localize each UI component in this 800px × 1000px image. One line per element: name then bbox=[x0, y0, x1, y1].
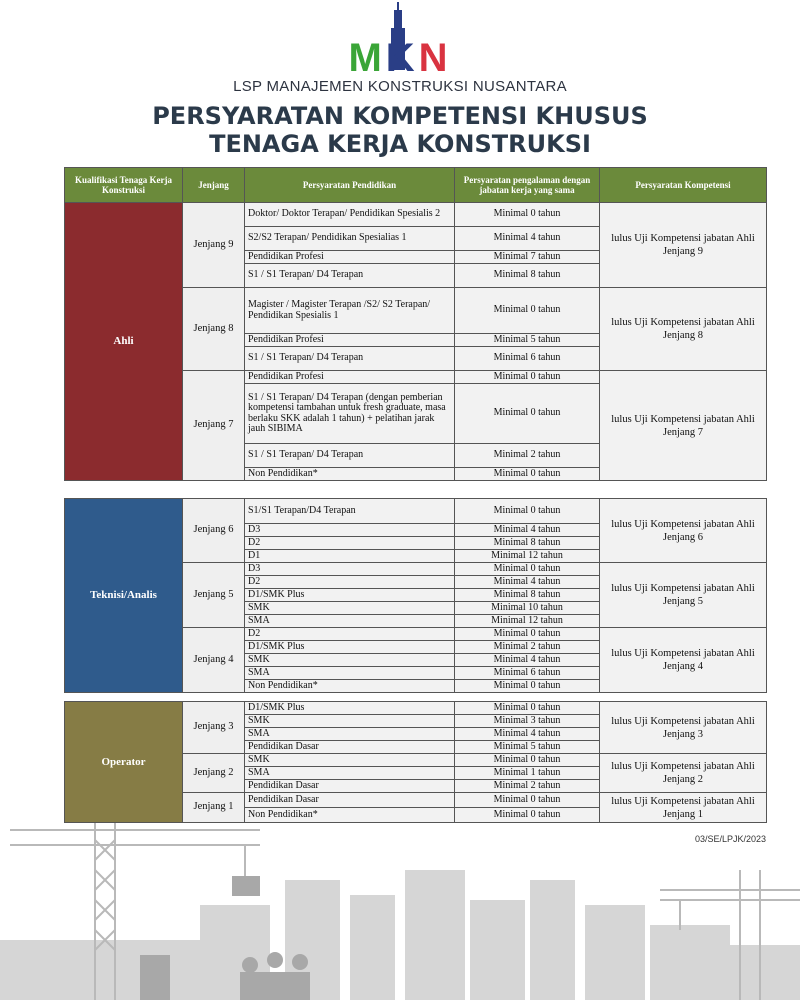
pendidikan-cell: S1 / S1 Terapan/ D4 Terapan bbox=[245, 444, 455, 468]
pendidikan-cell: Magister / Magister Terapan /S2/ S2 Terapan/ Pendidikan Spesialis 1 bbox=[245, 288, 455, 334]
jenjang-8: Jenjang 8 bbox=[183, 288, 245, 371]
pengalaman-cell: Minimal 3 tahun bbox=[455, 715, 600, 728]
pengalaman-cell: Minimal 0 tahun bbox=[455, 754, 600, 767]
title-line-2: TENAGA KERJA KONSTRUKSI bbox=[209, 130, 591, 158]
pendidikan-cell: SMA bbox=[245, 667, 455, 680]
pendidikan-cell: SMK bbox=[245, 602, 455, 615]
jenjang-4: Jenjang 4 bbox=[183, 628, 245, 693]
pengalaman-cell: Minimal 2 tahun bbox=[455, 444, 600, 468]
jenjang-1: Jenjang 1 bbox=[183, 793, 245, 823]
col-header-pengalaman: Persyaratan pengalaman dengan jabatan kerja yang sama bbox=[455, 168, 600, 203]
pengalaman-cell: Minimal 5 tahun bbox=[455, 741, 600, 754]
pendidikan-cell: D2 bbox=[245, 576, 455, 589]
pendidikan-cell: D1/SMK Plus bbox=[245, 589, 455, 602]
pengalaman-cell: Minimal 8 tahun bbox=[455, 264, 600, 288]
title-line-1: PERSYARATAN KOMPETENSI KHUSUS bbox=[152, 102, 648, 130]
pengalaman-cell: Minimal 4 tahun bbox=[455, 524, 600, 537]
kompetensi-jenjang-9: lulus Uji Kompetensi jabatan Ahli Jenjang 9 bbox=[600, 203, 767, 288]
pengalaman-cell: Minimal 0 tahun bbox=[455, 808, 600, 823]
pendidikan-cell: D2 bbox=[245, 537, 455, 550]
pendidikan-cell: Non Pendidikan* bbox=[245, 808, 455, 823]
kompetensi-jenjang-8: lulus Uji Kompetensi jabatan Ahli Jenjang 8 bbox=[600, 288, 767, 371]
col-header-kompetensi: Persyaratan Kompetensi bbox=[600, 168, 767, 203]
logo-letter-k: K bbox=[385, 36, 419, 80]
table-teknisi-analis bbox=[64, 498, 767, 693]
pendidikan-cell: D3 bbox=[245, 524, 455, 537]
pengalaman-cell: Minimal 6 tahun bbox=[455, 347, 600, 371]
kompetensi-jenjang-1: lulus Uji Kompetensi jabatan Ahli Jenjang 1 bbox=[600, 793, 767, 823]
pengalaman-cell: Minimal 0 tahun bbox=[455, 468, 600, 481]
pendidikan-cell: SMK bbox=[245, 754, 455, 767]
pendidikan-cell: D1/SMK Plus bbox=[245, 702, 455, 715]
jenjang-7: Jenjang 7 bbox=[183, 371, 245, 481]
pengalaman-cell: Minimal 0 tahun bbox=[455, 203, 600, 227]
group-operator: Operator bbox=[65, 702, 183, 823]
logo-letters bbox=[300, 36, 500, 81]
pendidikan-cell: S1 / S1 Terapan/ D4 Terapan (dengan pemberian kompetensi tambahan untuk fresh graduate, masa berlaku SKK adalah 1 tahun) + pelatihan jarak jauh SIBIMA bbox=[245, 384, 455, 444]
pengalaman-cell: Minimal 4 tahun bbox=[455, 654, 600, 667]
org-name: LSP MANAJEMEN KONSTRUKSI NUSANTARA bbox=[233, 78, 567, 95]
pendidikan-cell: SMK bbox=[245, 715, 455, 728]
pendidikan-cell: Doktor/ Doktor Terapan/ Pendidikan Spesialis 2 bbox=[245, 203, 455, 227]
page-title bbox=[0, 102, 800, 158]
kompetensi-jenjang-6: lulus Uji Kompetensi jabatan Ahli Jenjang 6 bbox=[600, 499, 767, 563]
pengalaman-cell: Minimal 6 tahun bbox=[455, 667, 600, 680]
pendidikan-cell: S1 / S1 Terapan/ D4 Terapan bbox=[245, 347, 455, 371]
pengalaman-cell: Minimal 1 tahun bbox=[455, 767, 600, 780]
jenjang-2: Jenjang 2 bbox=[183, 754, 245, 793]
pengalaman-cell: Minimal 0 tahun bbox=[455, 288, 600, 334]
pendidikan-cell: S2/S2 Terapan/ Pendidikan Spesialias 1 bbox=[245, 227, 455, 251]
pengalaman-cell: Minimal 7 tahun bbox=[455, 251, 600, 264]
group-teknisi-analis: Teknisi/Analis bbox=[65, 499, 183, 693]
pengalaman-cell: Minimal 0 tahun bbox=[455, 499, 600, 524]
pengalaman-cell: Minimal 0 tahun bbox=[455, 702, 600, 715]
kompetensi-jenjang-4: lulus Uji Kompetensi jabatan Ahli Jenjang 4 bbox=[600, 628, 767, 693]
pendidikan-cell: S1 / S1 Terapan/ D4 Terapan bbox=[245, 264, 455, 288]
pendidikan-cell: SMA bbox=[245, 767, 455, 780]
col-header-pendidikan: Persyaratan Pendidikan bbox=[245, 168, 455, 203]
pendidikan-cell: S1/S1 Terapan/D4 Terapan bbox=[245, 499, 455, 524]
pengalaman-cell: Minimal 8 tahun bbox=[455, 589, 600, 602]
pendidikan-cell: Pendidikan Profesi bbox=[245, 251, 455, 264]
col-header-jenjang: Jenjang bbox=[183, 168, 245, 203]
pendidikan-cell: Pendidikan Profesi bbox=[245, 371, 455, 384]
pendidikan-cell: D3 bbox=[245, 563, 455, 576]
pengalaman-cell: Minimal 12 tahun bbox=[455, 615, 600, 628]
pengalaman-cell: Minimal 12 tahun bbox=[455, 550, 600, 563]
pengalaman-cell: Minimal 0 tahun bbox=[455, 628, 600, 641]
kompetensi-jenjang-2: lulus Uji Kompetensi jabatan Ahli Jenjang 2 bbox=[600, 754, 767, 793]
group-ahli: Ahli bbox=[65, 203, 183, 481]
pengalaman-cell: Minimal 0 tahun bbox=[455, 371, 600, 384]
pengalaman-cell: Minimal 4 tahun bbox=[455, 728, 600, 741]
pengalaman-cell: Minimal 10 tahun bbox=[455, 602, 600, 615]
pendidikan-cell: Pendidikan Dasar bbox=[245, 741, 455, 754]
table-ahli bbox=[64, 167, 767, 481]
pengalaman-cell: Minimal 0 tahun bbox=[455, 384, 600, 444]
pendidikan-cell: Pendidikan Dasar bbox=[245, 793, 455, 808]
pendidikan-cell: SMA bbox=[245, 615, 455, 628]
pengalaman-cell: Minimal 2 tahun bbox=[455, 780, 600, 793]
col-header-kualifikasi: Kualifikasi Tenaga Kerja Konstruksi bbox=[65, 168, 183, 203]
jenjang-6: Jenjang 6 bbox=[183, 499, 245, 563]
pengalaman-cell: Minimal 4 tahun bbox=[455, 227, 600, 251]
table-operator bbox=[64, 701, 767, 823]
jenjang-5: Jenjang 5 bbox=[183, 563, 245, 628]
logo-letter-n: N bbox=[418, 36, 452, 80]
pendidikan-cell: D2 bbox=[245, 628, 455, 641]
pendidikan-cell: SMA bbox=[245, 728, 455, 741]
pengalaman-cell: Minimal 0 tahun bbox=[455, 793, 600, 808]
pengalaman-cell: Minimal 4 tahun bbox=[455, 576, 600, 589]
pendidikan-cell: Non Pendidikan* bbox=[245, 468, 455, 481]
pengalaman-cell: Minimal 2 tahun bbox=[455, 641, 600, 654]
logo-letter-m: M bbox=[348, 36, 386, 80]
mkn-logo bbox=[300, 0, 500, 80]
pendidikan-cell: Non Pendidikan* bbox=[245, 680, 455, 693]
pendidikan-cell: D1/SMK Plus bbox=[245, 641, 455, 654]
kompetensi-jenjang-3: lulus Uji Kompetensi jabatan Ahli Jenjang 3 bbox=[600, 702, 767, 754]
jenjang-9: Jenjang 9 bbox=[183, 203, 245, 288]
pendidikan-cell: SMK bbox=[245, 654, 455, 667]
pendidikan-cell: Pendidikan Dasar bbox=[245, 780, 455, 793]
kompetensi-jenjang-7: lulus Uji Kompetensi jabatan Ahli Jenjang 7 bbox=[600, 371, 767, 481]
pengalaman-cell: Minimal 0 tahun bbox=[455, 680, 600, 693]
jenjang-3: Jenjang 3 bbox=[183, 702, 245, 754]
pendidikan-cell: D1 bbox=[245, 550, 455, 563]
pengalaman-cell: Minimal 0 tahun bbox=[455, 563, 600, 576]
pengalaman-cell: Minimal 5 tahun bbox=[455, 334, 600, 347]
document-code: 03/SE/LPJK/2023 bbox=[694, 834, 766, 844]
kompetensi-jenjang-5: lulus Uji Kompetensi jabatan Ahli Jenjang 5 bbox=[600, 563, 767, 628]
pengalaman-cell: Minimal 8 tahun bbox=[455, 537, 600, 550]
pendidikan-cell: Pendidikan Profesi bbox=[245, 334, 455, 347]
